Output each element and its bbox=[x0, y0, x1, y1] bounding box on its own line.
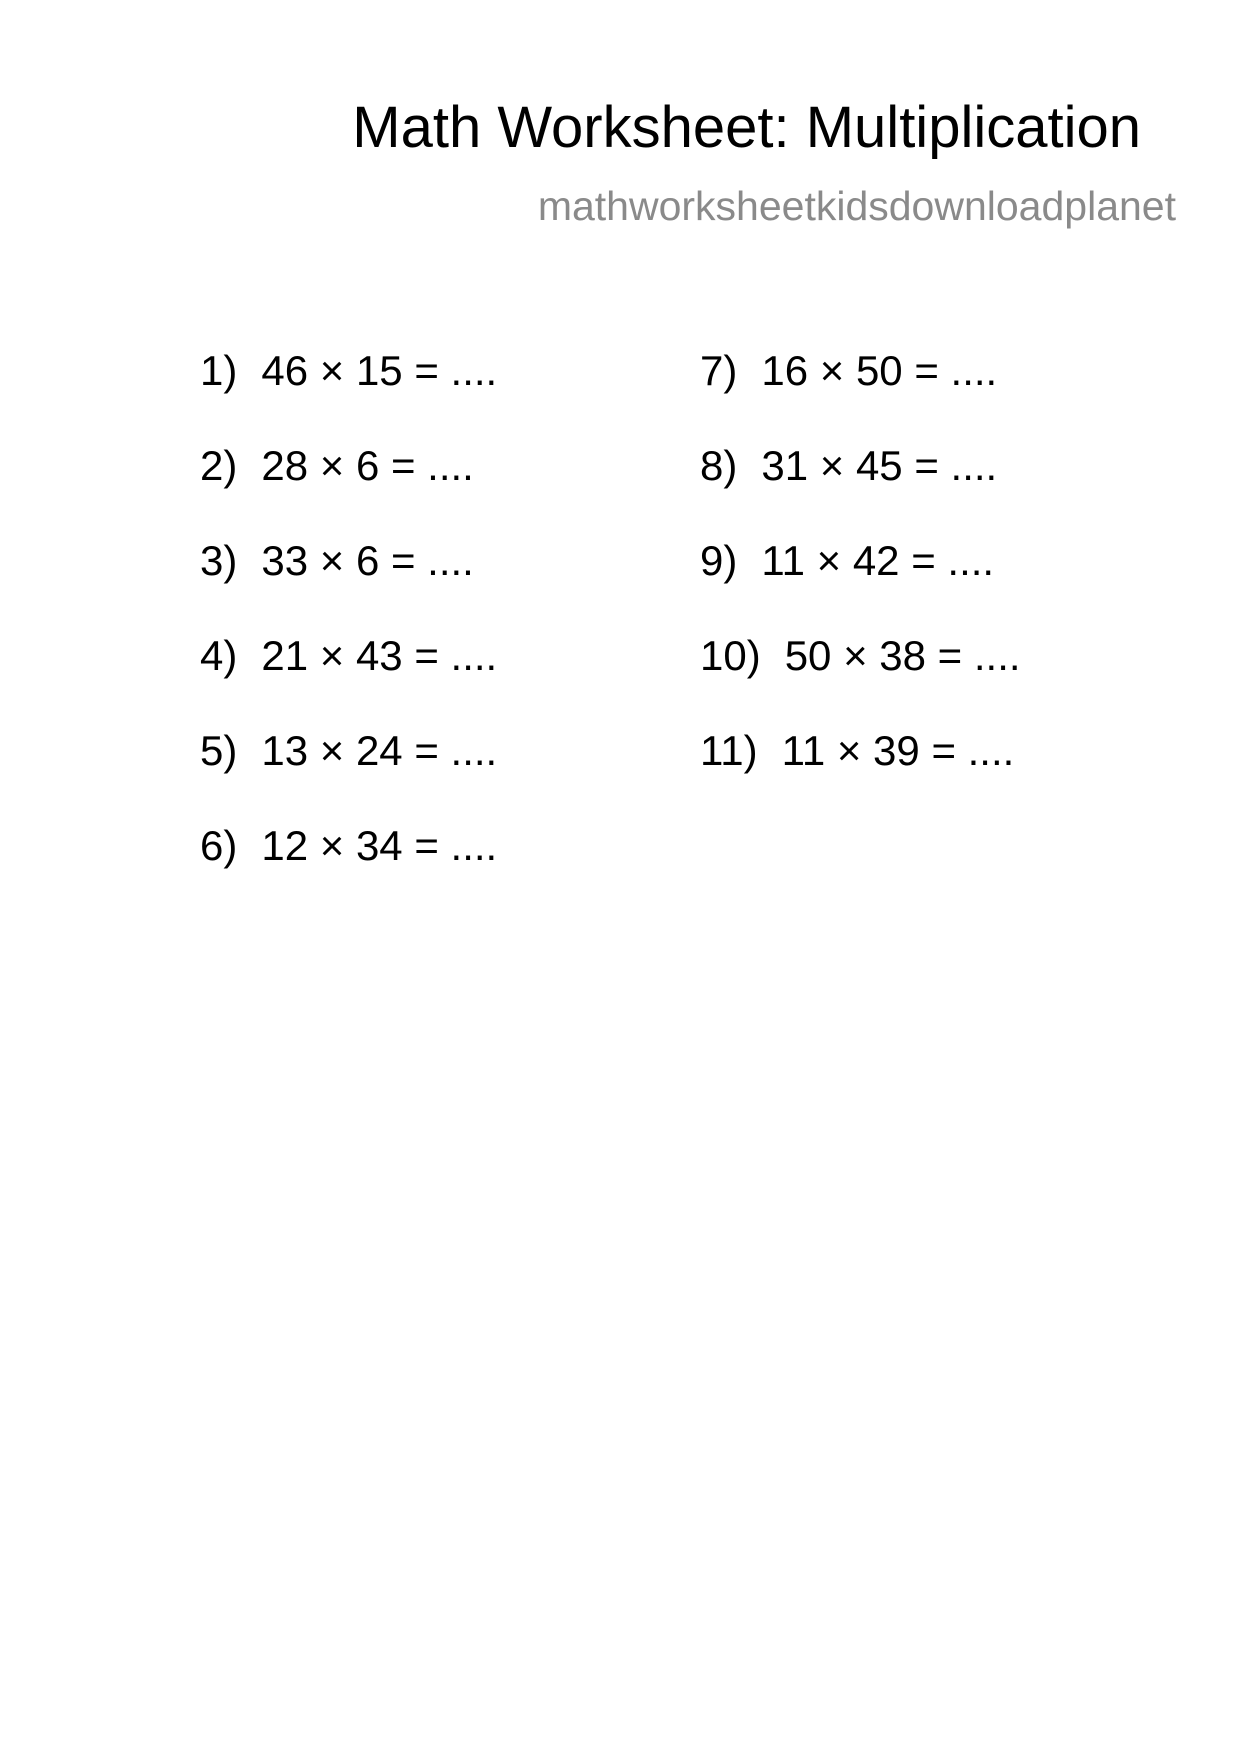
problem-number: 1) bbox=[200, 347, 238, 394]
problem-expression: 21 × 43 = .... bbox=[261, 632, 498, 679]
page-title: Math Worksheet: Multiplication bbox=[352, 95, 1141, 160]
problem-item bbox=[200, 442, 497, 540]
problem-item bbox=[200, 347, 498, 445]
problem-expression: 33 × 6 = .... bbox=[261, 537, 474, 584]
problem-number: 10) bbox=[700, 632, 761, 679]
problem-list-left bbox=[200, 347, 498, 920]
problem-item bbox=[700, 442, 1021, 540]
problem-expression: 50 × 38 = .... bbox=[784, 632, 1021, 679]
problem-list-right bbox=[700, 347, 1021, 825]
problem-expression: 16 × 50 = .... bbox=[761, 347, 998, 394]
problem-number: 7) bbox=[700, 347, 738, 394]
problem-item bbox=[200, 537, 497, 635]
problem-expression: 46 × 15 = .... bbox=[261, 347, 498, 394]
problem-item bbox=[700, 632, 1021, 730]
problem-item bbox=[200, 822, 498, 920]
problem-expression: 28 × 6 = .... bbox=[261, 442, 474, 489]
problem-number: 4) bbox=[200, 632, 238, 679]
problem-item bbox=[200, 632, 498, 730]
problem-item bbox=[700, 727, 1021, 825]
problem-number: 6) bbox=[200, 822, 238, 869]
problem-number: 3) bbox=[200, 537, 238, 584]
problem-number: 5) bbox=[200, 727, 238, 774]
problem-item bbox=[700, 347, 1021, 445]
problem-number: 9) bbox=[700, 537, 738, 584]
problem-number: 8) bbox=[700, 442, 738, 489]
problem-expression: 11 × 42 = .... bbox=[761, 537, 995, 584]
problem-item bbox=[200, 727, 498, 825]
problem-expression: 13 × 24 = .... bbox=[261, 727, 498, 774]
page-subtitle: mathworksheetkidsdownloadplanet bbox=[537, 183, 1176, 229]
problem-number: 11) bbox=[700, 727, 758, 774]
problem-expression: 31 × 45 = .... bbox=[761, 442, 998, 489]
problem-expression: 11 × 39 = .... bbox=[781, 727, 1015, 774]
problem-number: 2) bbox=[200, 442, 238, 489]
problem-item bbox=[700, 537, 1021, 635]
problem-expression: 12 × 34 = .... bbox=[261, 822, 498, 869]
